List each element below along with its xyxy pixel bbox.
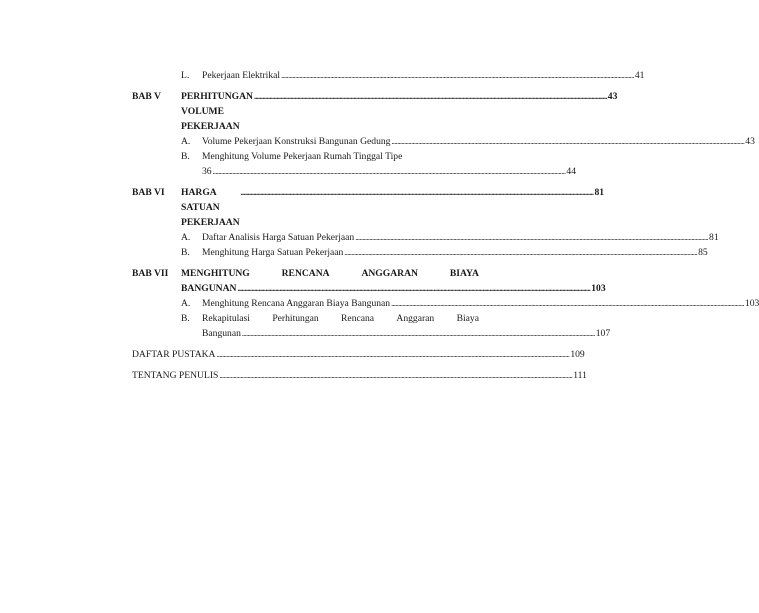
chapter-title-line2: BANGUNAN xyxy=(181,283,237,294)
dot-leader xyxy=(254,89,607,104)
toc-entry-continuation[interactable] xyxy=(132,164,576,179)
dot-leader xyxy=(344,245,697,260)
toc-chapter-vii-continuation[interactable] xyxy=(132,281,606,296)
entry-page: 109 xyxy=(570,349,585,360)
entry-page: 111 xyxy=(573,370,587,381)
entry-page: 41 xyxy=(634,70,645,81)
chapter-title-word: MENGHITUNG xyxy=(181,268,250,279)
chapter-title-word: BIAYA xyxy=(449,268,479,279)
toc-entry[interactable] xyxy=(132,296,759,311)
dot-leader xyxy=(241,185,594,200)
entry-letter: A. xyxy=(181,136,191,147)
toc-chapter-vi[interactable] xyxy=(132,185,605,230)
dot-leader xyxy=(391,134,744,149)
chapter-page: 43 xyxy=(607,91,618,102)
entry-letter: L. xyxy=(181,70,190,81)
dot-leader xyxy=(217,347,570,362)
chapter-title-word: RENCANA xyxy=(281,268,330,279)
dot-leader xyxy=(242,326,595,341)
entry-page: 103 xyxy=(744,298,759,309)
entry-page: 107 xyxy=(595,328,611,339)
dot-leader xyxy=(213,164,566,179)
chapter-title: HARGA SATUAN PEKERJAAN xyxy=(181,187,240,228)
entry-letter: B. xyxy=(181,313,190,324)
table-of-contents xyxy=(132,68,759,383)
entry-page: 43 xyxy=(745,136,755,147)
chapter-label: BAB V xyxy=(132,91,161,102)
entry-title-line2: 36 xyxy=(202,166,212,177)
entry-title-word: Perhitungan xyxy=(272,313,319,324)
entry-title-line1: Menghitung Volume Pekerjaan Rumah Tinggal Tipe xyxy=(202,151,403,162)
toc-chapter-v[interactable] xyxy=(132,89,618,134)
entry-title-word: Rencana xyxy=(341,313,375,324)
toc-entry-tentang-penulis[interactable] xyxy=(132,368,587,383)
dot-leader xyxy=(281,68,634,83)
entry-letter: A. xyxy=(181,232,191,243)
entry-title-word: Rekapitulasi xyxy=(202,313,250,324)
entry-title-word: Anggaran xyxy=(396,313,435,324)
entry-page: 81 xyxy=(709,232,719,243)
toc-entry[interactable] xyxy=(132,245,708,260)
entry-title: Volume Pekerjaan Konstruksi Bangunan Gedung xyxy=(202,136,391,147)
entry-title: TENTANG PENULIS xyxy=(132,370,219,381)
toc-entry[interactable] xyxy=(132,149,479,164)
dot-leader xyxy=(237,281,590,296)
toc-chapter-vii[interactable] xyxy=(132,266,479,281)
toc-entry-continuation[interactable] xyxy=(132,326,611,341)
toc-entry-daftar-pustaka[interactable] xyxy=(132,347,585,362)
chapter-label: BAB VII xyxy=(132,268,169,279)
chapter-title-word: ANGGARAN xyxy=(361,268,418,279)
entry-letter: B. xyxy=(181,151,190,162)
toc-entry[interactable] xyxy=(132,68,645,83)
chapter-label: BAB VI xyxy=(132,187,165,198)
entry-title-line2: Bangunan xyxy=(202,328,241,339)
dot-leader xyxy=(391,296,744,311)
entry-title: Menghitung Harga Satuan Pekerjaan xyxy=(202,247,344,258)
chapter-page: 81 xyxy=(594,187,605,198)
entry-title: Pekerjaan Elektrikal xyxy=(202,70,281,81)
chapter-title: PERHITUNGAN VOLUME PEKERJAAN xyxy=(181,91,253,132)
entry-title: Menghitung Rencana Anggaran Biaya Bangunan xyxy=(202,298,391,309)
entry-title: DAFTAR PUSTAKA xyxy=(132,349,216,360)
dot-leader xyxy=(219,368,572,383)
entry-page: 44 xyxy=(566,166,576,177)
chapter-page: 103 xyxy=(591,283,606,294)
entry-title-word: Biaya xyxy=(456,313,479,324)
toc-entry[interactable] xyxy=(132,134,755,149)
toc-entry[interactable] xyxy=(132,230,719,245)
dot-leader xyxy=(355,230,708,245)
entry-page: 85 xyxy=(698,247,708,258)
toc-entry[interactable] xyxy=(132,311,479,326)
entry-letter: B. xyxy=(181,247,190,258)
entry-title: Daftar Analisis Harga Satuan Pekerjaan xyxy=(202,232,355,243)
entry-letter: A. xyxy=(181,298,191,309)
